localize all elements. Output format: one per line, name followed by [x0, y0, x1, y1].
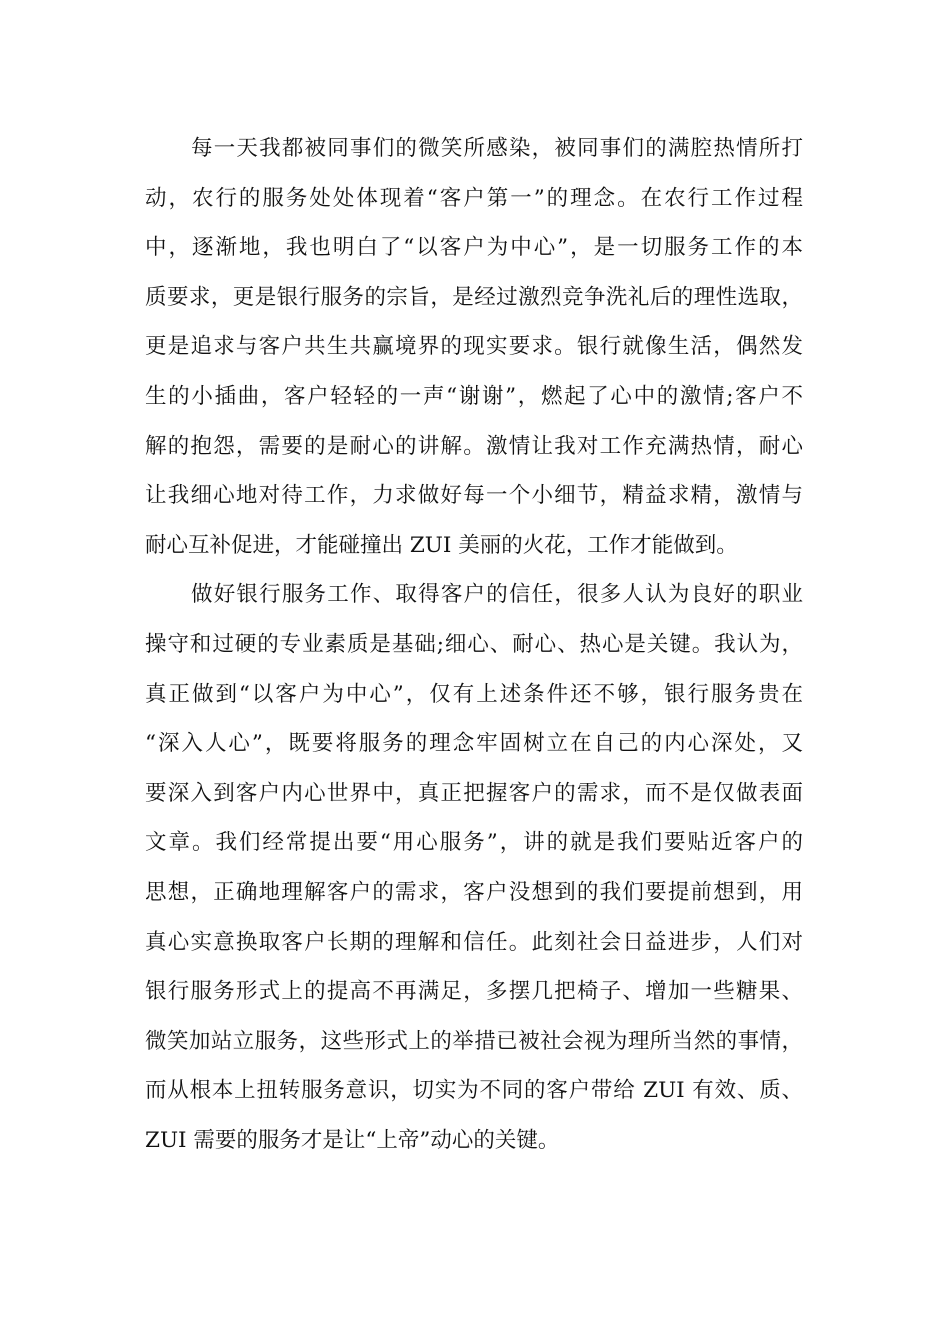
paragraph-2-line-1: 做好银行服务工作、取得客户的信任，很多人认为良好的职业 — [191, 582, 803, 608]
paragraph-2-line-12: ZUI 需要的服务才是让“上帝”动心的关键。 — [145, 1127, 560, 1153]
paragraph-1-line-9: 耐心互补促进，才能碰撞出 ZUI 美丽的火花，工作才能做到。 — [145, 532, 738, 558]
paragraph-1-line-7: 解的抱怨，需要的是耐心的讲解。激情让我对工作充满热情，耐心 — [145, 433, 803, 459]
paragraph-2-line-10: 微笑加站立服务，这些形式上的举措已被社会视为理所当然的事情， — [145, 1028, 803, 1054]
paragraph-2-line-11: 而从根本上扭转服务意识，切实为不同的客户带给 ZUI 有效、质、 — [145, 1078, 803, 1104]
paragraph-2-line-4: “深入人心”，既要将服务的理念牢固树立在自己的内心深处，又 — [145, 731, 803, 757]
paragraph-2-line-3: 真正做到“以客户为中心”，仅有上述条件还不够，银行服务贵在 — [145, 681, 803, 707]
paragraph-1-line-5: 更是追求与客户共生共赢境界的现实要求。银行就像生活，偶然发 — [145, 334, 803, 360]
paragraph-1-line-1: 每一天我都被同事们的微笑所感染，被同事们的满腔热情所打 — [191, 136, 803, 161]
paragraph-1-line-4: 质要求，更是银行服务的宗旨，是经过激烈竞争洗礼后的理性选取， — [145, 284, 803, 310]
paragraph-2-line-5: 要深入到客户内心世界中，真正把握客户的需求，而不是仅做表面 — [145, 780, 803, 806]
paragraph-2-line-8: 真心实意换取客户长期的理解和信任。此刻社会日益进步，人们对 — [145, 929, 803, 955]
paragraph-2-line-7: 思想，正确地理解客户的需求，客户没想到的我们要提前想到，用 — [145, 879, 803, 905]
paragraph-1-line-6: 生的小插曲，客户轻轻的一声“谢谢”，燃起了心中的激情;客户不 — [145, 383, 803, 409]
paragraph-2 — [145, 570, 803, 1165]
paragraph-1-line-2: 动，农行的服务处处体现着“客户第一”的理念。在农行工作过程 — [145, 185, 803, 211]
paragraph-2-line-9: 银行服务形式上的提高不再满足，多摆几把椅子、增加一些糖果、 — [145, 979, 803, 1005]
paragraph-1-line-8: 让我细心地对待工作，力求做好每一个小细节，精益求精，激情与 — [145, 483, 803, 509]
document-body — [145, 124, 803, 1165]
paragraph-1 — [145, 124, 803, 570]
paragraph-2-line-6: 文章。我们经常提出要“用心服务”，讲的就是我们要贴近客户的 — [145, 830, 803, 856]
paragraph-1-line-3: 中，逐渐地，我也明白了“以客户为中心”，是一切服务工作的本 — [145, 235, 803, 261]
paragraph-2-line-2: 操守和过硬的专业素质是基础;细心、耐心、热心是关键。我认为， — [145, 631, 803, 657]
